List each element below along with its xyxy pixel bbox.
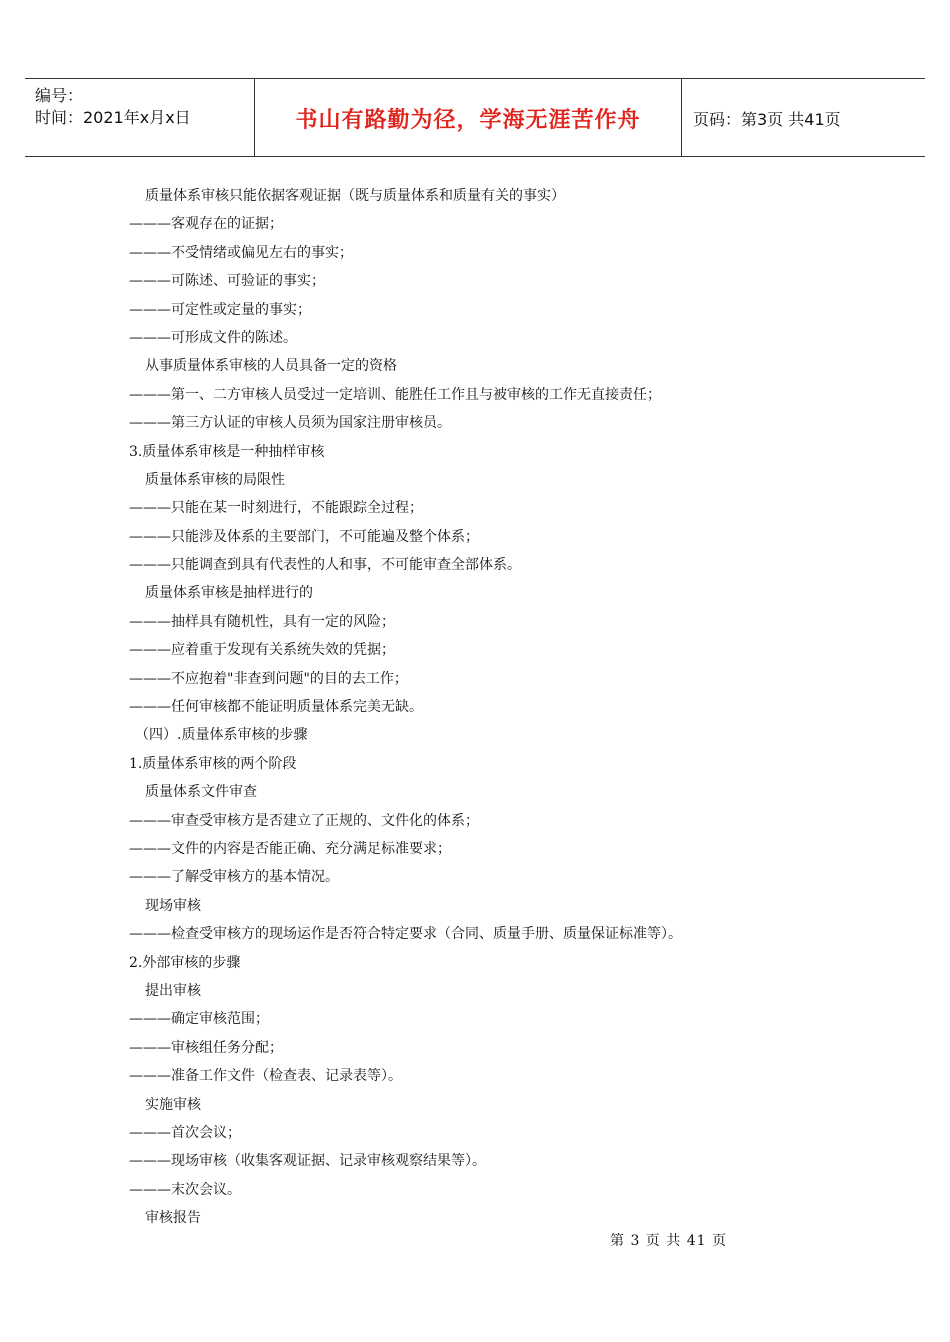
body-line: ———检查受审核方的现场运作是否符合特定要求（合同、质量手册、质量保证标准等）。 — [129, 926, 682, 943]
body-line: 提出审核 — [145, 982, 201, 999]
body-line: ———可定性或定量的事实； — [129, 301, 311, 318]
body-line: 2.外部审核的步骤 — [129, 954, 241, 971]
document-body — [129, 182, 809, 1232]
body-line: 从事质量体系审核的人员具备一定的资格 — [145, 358, 397, 375]
header-page-cell — [681, 79, 925, 156]
body-line: ———第三方认证的审核人员须为国家注册审核员。 — [129, 415, 451, 432]
body-line: ———任何审核都不能证明质量体系完美无缺。 — [129, 699, 423, 716]
body-line: ———准备工作文件（检查表、记录表等）。 — [129, 1068, 402, 1085]
header-left-cell — [25, 79, 254, 156]
body-line: 3.质量体系审核是一种抽样审核 — [129, 443, 325, 460]
body-line: 质量体系文件审查 — [145, 784, 257, 801]
body-line: ———只能涉及体系的主要部门，不可能遍及整个体系； — [129, 528, 479, 545]
body-line: 质量体系审核的局限性 — [145, 471, 285, 488]
body-line: ———审核组任务分配； — [129, 1039, 283, 1056]
body-line: ———审查受审核方是否建立了正规的、文件化的体系； — [129, 812, 479, 829]
body-line: ———末次会议。 — [129, 1181, 241, 1198]
body-line: 1.质量体系审核的两个阶段 — [129, 755, 297, 772]
page-footer: 第 3 页 共 41 页 — [610, 1233, 727, 1249]
body-line: ———不应抱着"非查到问题"的目的去工作； — [129, 670, 408, 687]
body-line: ———抽样具有随机性，具有一定的风险； — [129, 613, 395, 630]
header-page-info: 页码：第3页 共41页 — [693, 110, 841, 129]
body-line: ———首次会议； — [129, 1124, 241, 1141]
body-line: （四）.质量体系审核的步骤 — [135, 727, 308, 744]
body-line: ———应着重于发现有关系统失效的凭据； — [129, 642, 395, 659]
body-line: 质量体系审核只能依据客观证据（既与质量体系和质量有关的事实） — [145, 188, 565, 204]
header-motto: 书山有路勤为径，学海无涯苦作舟 — [295, 108, 641, 133]
header-motto-cell — [254, 79, 682, 156]
body-line: ———确定审核范围； — [129, 1011, 269, 1028]
body-line: 审核报告 — [145, 1210, 201, 1227]
body-line: ———第一、二方审核人员受过一定培训、能胜任工作且与被审核的工作无直接责任； — [129, 386, 661, 403]
body-line: ———客观存在的证据； — [129, 216, 283, 233]
body-line: ———可形成文件的陈述。 — [129, 329, 297, 346]
document-time-label: 时间：2021年x月x日 — [35, 108, 191, 127]
body-line: ———只能调查到具有代表性的人和事，不可能审查全部体系。 — [129, 557, 521, 574]
document-number-label: 编号： — [35, 86, 84, 105]
body-line: ———只能在某一时刻进行，不能跟踪全过程； — [129, 500, 423, 517]
body-line: ———了解受审核方的基本情况。 — [129, 869, 339, 886]
body-line: ———文件的内容是否能正确、充分满足标准要求； — [129, 840, 451, 857]
body-line: 现场审核 — [145, 897, 201, 914]
page-header — [25, 78, 925, 157]
body-line: 实施审核 — [145, 1096, 201, 1113]
body-line: ———可陈述、可验证的事实； — [129, 273, 325, 290]
body-line: ———不受情绪或偏见左右的事实； — [129, 244, 353, 261]
body-line: ———现场审核（收集客观证据、记录审核观察结果等）。 — [129, 1153, 486, 1170]
body-line: 质量体系审核是抽样进行的 — [145, 585, 313, 602]
